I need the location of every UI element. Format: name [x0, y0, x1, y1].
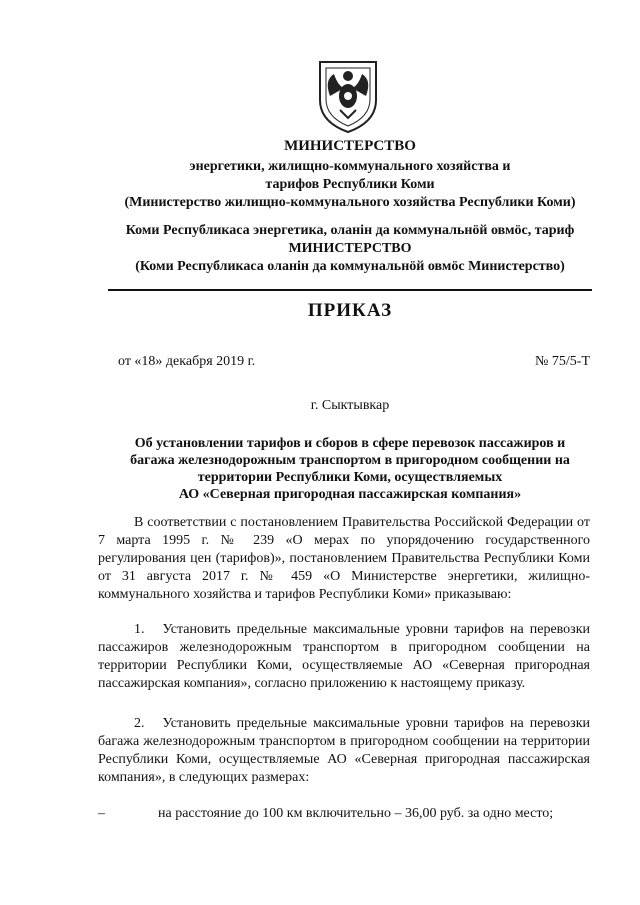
- document-number: № 75/5-Т: [535, 354, 590, 369]
- clause-2-paragraph: 2. Установить предельные максимальные уровни тарифов на перевозки багажа железнодорожным транспортом в пригородном сообщении на территории Республики Коми, осуществляемые АО «Северная пригородная пассажирская компания», в следующих размерах:: [98, 716, 590, 785]
- clause-1-paragraph: 1. Установить предельные максимальные уровни тарифов на перевозки пассажиров железнодорожным транспортом в пригородном сообщении на территории Республики Коми, осуществляемые АО «Северная пригородная пассажирская компания», согласно приложению к настоящему приказу.: [98, 622, 590, 691]
- clause-2-list-item: [98, 805, 590, 823]
- ministry-short-name: (Министерство жилищно-коммунального хозяйства Республики Коми): [124, 195, 576, 210]
- komi-line1: Коми Республикаса энергетика, оланiн да коммунальнӧй овмӧс, тариф: [125, 223, 575, 238]
- ministry-full-name: [100, 158, 600, 212]
- document-type: ПРИКАЗ: [307, 300, 393, 321]
- ministry-full-line1: энергетики, жилищно-коммунального хозяйства и: [189, 159, 511, 174]
- subject-line3: территории Республики Коми, осуществляемых: [197, 470, 503, 485]
- document-date: от «18» декабря 2019 г.: [118, 354, 256, 369]
- subject-line4: АО «Северная пригородная пассажирская компания»: [178, 487, 522, 502]
- ministry-title: МИНИСТЕРСТВО: [284, 138, 416, 154]
- list-item-text: на расстояние до 100 км включительно – 36,00 руб. за одно место;: [158, 806, 554, 821]
- komi-coat-of-arms-icon: [316, 56, 380, 134]
- preamble-paragraph: В соответствии с постановлением Правительства Российской Федерации от 7 марта 1995 г. № 239 «О мерах по упорядочению государственного регулирования цен (тарифов)», постановлением Правительства Республики Коми от 31 августа 2017 г. № 459 «О Министерстве энергетики, жилищно-коммунального хозяйства и тарифов Республики Коми» приказываю:: [98, 515, 590, 602]
- header-divider: [108, 289, 592, 291]
- komi-ministry-title: МИНИСТЕРСТВО: [288, 241, 412, 256]
- komi-ministry-name: [100, 222, 600, 276]
- komi-short-name: (Коми Республикаса оланiн да коммунальнӧй овмӧс Министерство): [135, 259, 565, 274]
- list-dash: –: [98, 806, 105, 821]
- ministry-full-line2: тарифов Республики Коми: [265, 177, 435, 192]
- document-subject: [110, 435, 590, 503]
- subject-line2: багажа железнодорожным транспортом в пригородном сообщении на: [130, 453, 570, 468]
- document-city: г. Сыктывкар: [310, 398, 390, 413]
- subject-line1: Об установлении тарифов и сборов в сфере перевозок пассажиров и: [134, 436, 566, 451]
